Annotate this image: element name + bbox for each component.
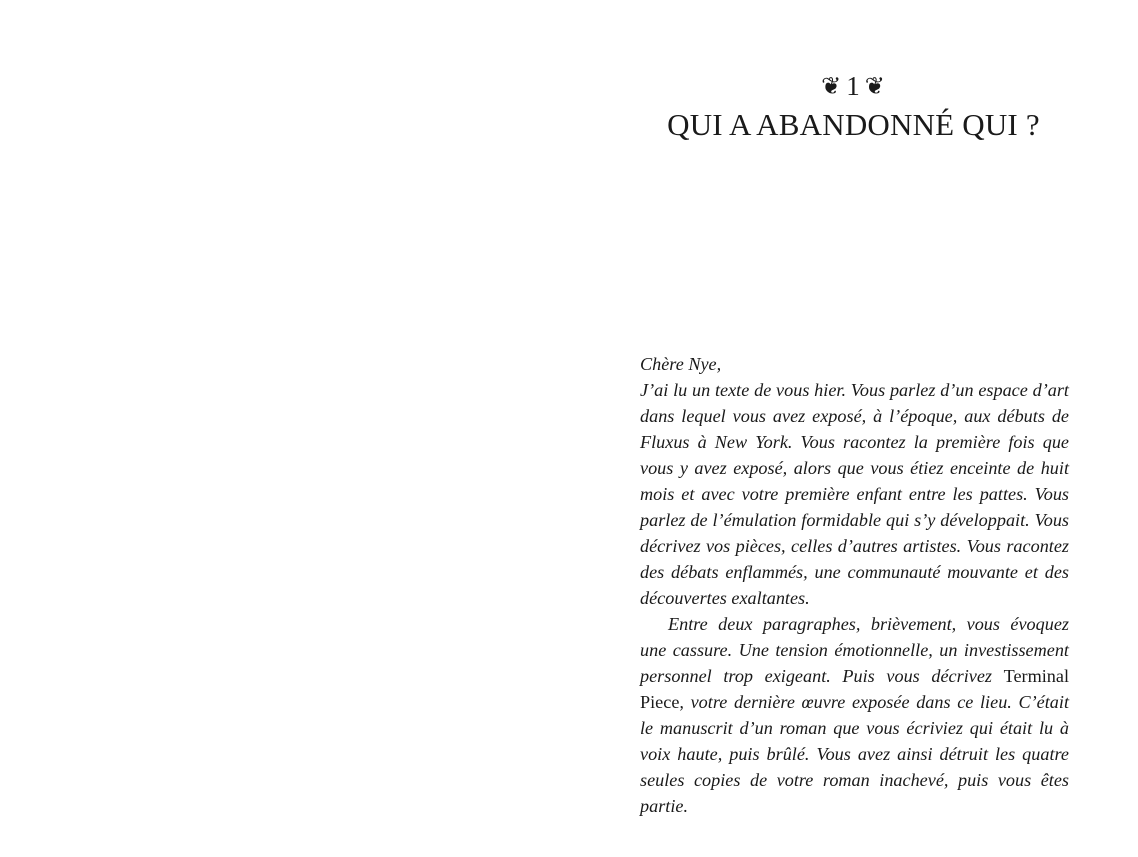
chapter-number-value: 1: [846, 71, 861, 101]
letter-salutation: Chère Nye,: [640, 354, 722, 374]
paragraph-2-part-2: , votre dernière œuvre exposée dans ce lieu. C’était le manuscrit d’un roman que vous écriviez qui était lu à voix haute, puis brûlé. Vous avez ainsi détruit les quatre seules copies de votre roman inachevé, puis vous êtes partie.: [640, 692, 1069, 816]
paragraph-2-part-1: Entre deux paragraphes, brièvement, vous évoquez une cassure. Une tension émotionnelle, un investissement personnel trop exigeant. Puis vous décrivez: [640, 614, 1069, 686]
work-title: Terminal Piece: [640, 666, 1069, 712]
right-page: [569, 0, 1138, 857]
ornament-left-icon: ❦: [821, 74, 843, 100]
ornament-right-icon: ❦: [864, 74, 886, 100]
chapter-number: [569, 70, 1138, 103]
letter-paragraph-2: [640, 611, 1069, 819]
chapter-title: QUI A ABANDONNÉ QUI ?: [667, 107, 1040, 142]
letter-body: [640, 351, 1069, 819]
letter-paragraph-1: J’ai lu un texte de vous hier. Vous parlez d’un espace d’art dans lequel vous avez exposé, à l’époque, aux débuts de Fluxus à New York. Vous racontez la première fois que vous y avez exposé, alors que vous étiez enceinte de huit mois et avec votre première enfant entre les pattes. Vous parlez de l’émulation formidable qui s’y développait. Vous décrivez vos pièces, celles d’autres artistes. Vous racontez des débats enflammés, une communauté mouvante et des découvertes exaltantes.: [640, 380, 1069, 608]
